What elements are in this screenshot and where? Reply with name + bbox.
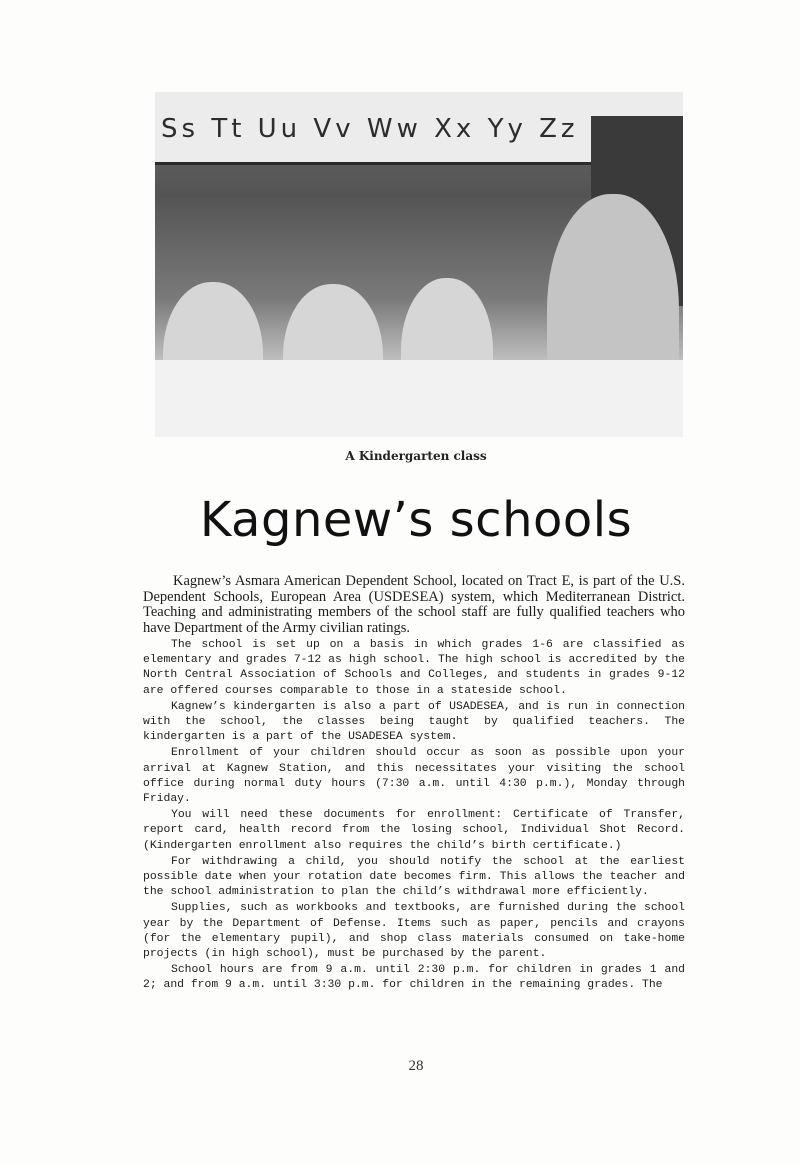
- paragraph: You will need these documents for enrollment: Certificate of Transfer, report card, health record from the losing school, Individual Shot Record. (Kindergarten enrollment also requires the child’s birth certificate.): [143, 809, 685, 852]
- photo-caption: A Kindergarten class: [345, 449, 487, 463]
- alphabet-frieze-letters: Ss Tt Uu Vv Ww Xx Yy Zz: [161, 114, 579, 144]
- page-number: 28: [408, 1058, 424, 1074]
- paragraph: Kagnew’s kindergarten is also a part of USADESEA, and is run in connection with the school, the classes being taught by qualified teachers. The kindergarten is a part of the USADESEA system.: [143, 700, 685, 744]
- paragraph: The school is set up on a basis in which grades 1-6 are classified as elementary and grades 7-12 as high school. The high school is accredited by the North Central Association of Schools and Colleges, and students in grades 9-12 are offered courses comparable to those in a stateside school.: [143, 639, 685, 697]
- table-surface: [155, 360, 683, 437]
- paragraph: Enrollment of your children should occur as soon as possible upon your arrival at Kagnew Station, and this necessitates your visiting the school office during normal duty hours (7:30 a.m. until 4:30 p.m.), Monday through Friday.: [143, 747, 685, 806]
- kindergarten-class-photo: [155, 92, 683, 437]
- article-body: [143, 574, 685, 995]
- paragraph: Supplies, such as workbooks and textbooks, are furnished during the school year by the Department of Defense. Items such as paper, pencils and crayons (for the elementary pupil), and shop class materials consumed on take-home projects (in high school), must be purchased by the parent.: [143, 902, 685, 961]
- paragraph: School hours are from 9 a.m. until 2:30 p.m. for children in grades 1 and 2; and from 9 a.m. until 3:30 p.m. for children in the remaining grades. The: [143, 964, 685, 992]
- page-title: Kagnew’s schools: [199, 492, 633, 548]
- paragraph: For withdrawing a child, you should notify the school at the earliest possible date when your rotation date becomes firm. This allows the teacher and the school administration to plan the child’s withdrawal more efficiently.: [143, 855, 685, 899]
- paragraph: Kagnew’s Asmara American Dependent School, located on Tract E, is part of the U.S. Dependent Schools, European Area (USDESEA) system, which Mediterranean District. Teaching and administrating members of the school staff are fully qualified teachers who have Department of the Army civilian ratings.: [143, 573, 685, 636]
